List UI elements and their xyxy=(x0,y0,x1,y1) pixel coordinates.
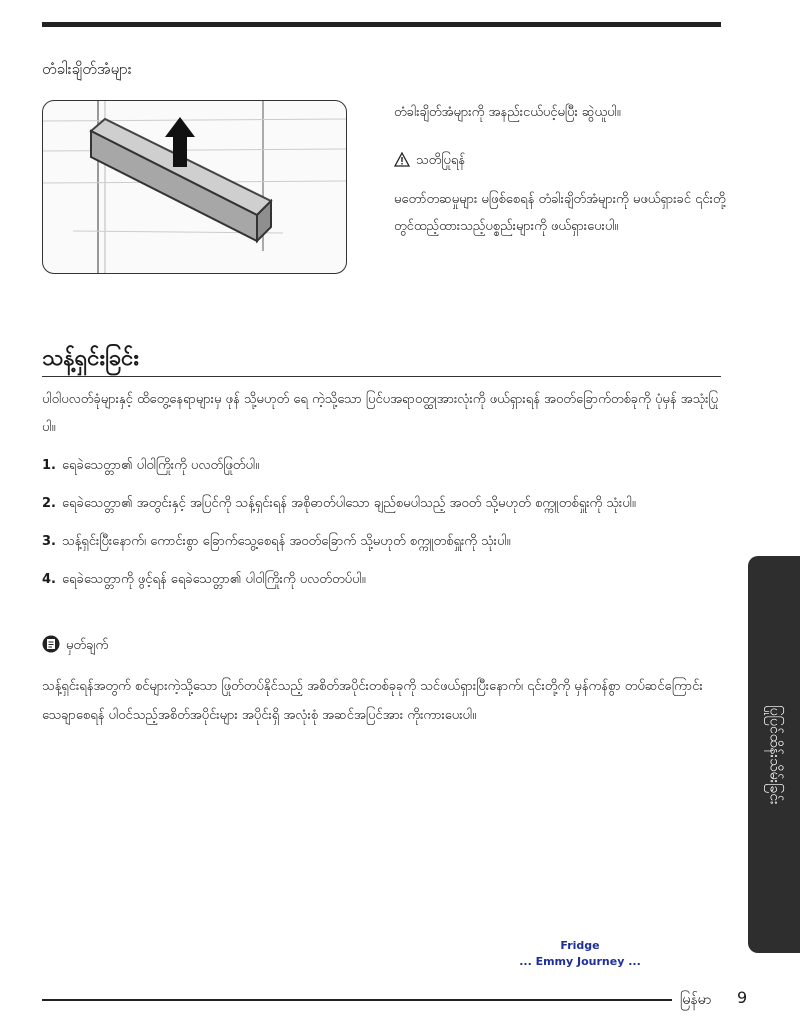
note-text: သန့်ရှင်းရန်အတွက် စင်များကဲ့သို့သော ဖြုတ်တပ်နိုင်သည့် အစိတ်အပိုင်းတစ်ခုခုကို သင်ဖယ်ရှားပြီးနောက်၊ ၎င်းတို့ကို မှန်ကန်စွာ တပ်ဆင်ကြောင်း သေချာစေရန် ပါဝင်သည့်အစိတ်အပိုင်းများ အပိုင်းရှိ အလုံးစုံ အဆင်အပြင်အား ကိုးကားပေးပါ။ xyxy=(42,679,703,723)
step-item xyxy=(42,528,722,556)
step-number: 1. xyxy=(42,458,56,473)
watermark-line-2: ... Emmy Journey ... xyxy=(519,955,641,968)
step-number: 4. xyxy=(42,572,56,587)
watermark-line-1: Fridge xyxy=(560,939,600,952)
caution-header xyxy=(394,152,465,171)
intro-paragraph: ပါဝါပလတ်ခုံများနှင့် ထိတွေ့နေရာများမှ ဖုန် သို့မဟုတ် ရေ ကဲ့သို့သော ပြင်ပအရာဝတ္ထုအားလုံးကို ဖယ်ရှားရန် အဝတ်ခြောက်တစ်ခုကို ပုံမှန် အသုံးပြုပါ။ xyxy=(42,392,719,435)
chapter-side-tab xyxy=(748,556,800,953)
heading-divider xyxy=(42,376,721,377)
note-icon xyxy=(42,635,60,657)
step-number: 3. xyxy=(42,534,56,549)
top-rule xyxy=(42,22,721,27)
caution-text: မတော်တဆမှုများ မဖြစ်စေရန် တံခါးချိတ်အံများကို မဖယ်ရှားခင် ၎င်းတို့တွင်ထည့်ထားသည့်ပစ္စည်းများကို ဖယ်ရှားပေးပါ။ xyxy=(394,192,726,234)
footer-rule xyxy=(42,999,672,1001)
step-text: ရေခဲသေတ္တာ၏ ပါဝါကြိုးကို ပလတ်ဖြုတ်ပါ။ xyxy=(62,458,260,473)
footer-language: မြန်မာ xyxy=(680,992,712,1008)
door-bin-illustration xyxy=(42,100,347,274)
step-item xyxy=(42,490,722,518)
section-label: တံခါးချိတ်အံများ xyxy=(42,60,132,78)
cleaning-steps xyxy=(42,452,722,604)
warning-triangle-icon xyxy=(394,152,410,171)
caution-title: သတိပြုရန် xyxy=(416,153,466,168)
door-bin-drawing xyxy=(43,101,346,273)
step-item xyxy=(42,566,722,594)
page-number: 9 xyxy=(737,988,748,1007)
page-heading: သန့်ရှင်းခြင်း xyxy=(42,346,139,371)
note-header xyxy=(42,635,108,657)
step-text: ရေခဲသေတ္တာကို ဖွင့်ရန် ရေခဲသေတ္တာ၏ ပါဝါကြိုးကို ပလတ်တပ်ပါ။ xyxy=(62,572,366,587)
chapter-tab-label: ပြုပြင်ထိန်းသိမ်းခြင်း xyxy=(766,704,783,805)
note-title: မှတ်ချက် xyxy=(66,637,109,653)
step-item xyxy=(42,452,722,480)
step-text: ရေခဲသေတ္တာ၏ အတွင်းနှင့် အပြင်ကို သန့်ရှင်းရန် အစိုဓာတ်ပါသော ချည်စမပါသည့် အဝတ် သို့မဟုတ် စက္ကူတစ်ရှူးကို သုံးပါ။ xyxy=(62,496,636,511)
removal-instruction: တံခါးချိတ်အံများကို အနည်းငယ်ပင့်မပြီး ဆွဲယူပါ။ xyxy=(394,105,621,120)
step-number: 2. xyxy=(42,496,56,511)
step-text: သန့်ရှင်းပြီးနောက်၊ ကောင်းစွာ ခြောက်သွေ့စေရန် အဝတ်ခြောက် သို့မဟုတ် စက္ကူတစ်ရှူးကို သုံးပါ။ xyxy=(62,534,511,549)
